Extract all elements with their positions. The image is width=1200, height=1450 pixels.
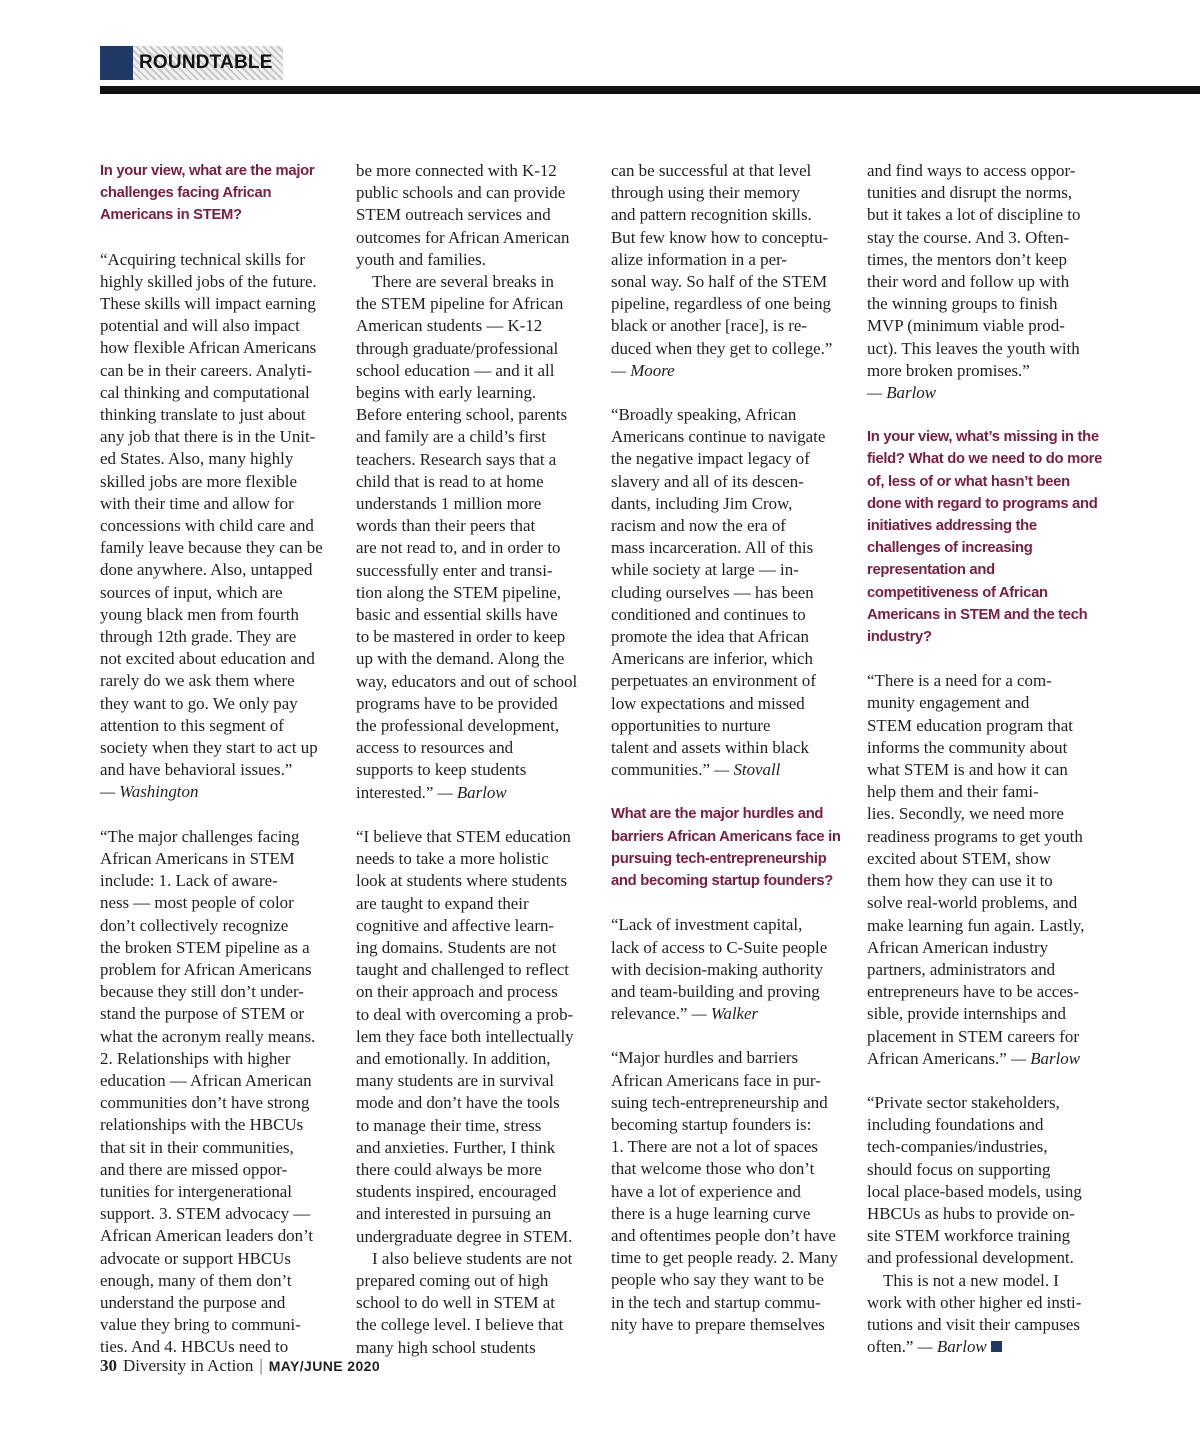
attribution: — Barlow	[437, 782, 507, 802]
end-of-article-icon	[991, 1341, 1002, 1352]
attribution: — Moore	[611, 360, 675, 380]
answer-paragraph: can be successful at that level through using their memory and pattern recognition skills. But few know how to conceptu- alize information in a per- sonal way. So half of the STEM pipeline, regardless of one being black or another [race], is re- duced when they get to college.”	[611, 161, 833, 358]
answer-text: “There is a need for a com- munity engagement and STEM education program that informs the community about what STEM is and how it can help them and their fami- lies. Secondly, we need more readiness programs to get youth excited about STEM, show them how they can use it to solve real-world problems, and make learning fun again. Lastly, African American industry partners, administrators and entrepreneurs have to be acces- sible, provide internships and placement in STEM careers for African Americans.”	[867, 671, 1085, 1068]
answer-paragraph	[867, 670, 1107, 1070]
answer-paragraph	[611, 404, 847, 781]
attribution: — Barlow	[867, 383, 936, 403]
magazine-name: Diversity in Action	[123, 1356, 254, 1375]
section-header	[100, 46, 283, 82]
question-heading: In your view, what’s missing in the field? What do we need to do more of, less of or what hasn’t been done with regard to programs and initiatives addressing the challenges of increasing representation and competitiveness of African Americans in STEM and the tech industry?	[867, 429, 1103, 646]
column-1	[100, 160, 336, 1359]
answer-paragraph: I also believe students are not prepared coming out of high school to do well in STEM at the college level. I believe that many high school students	[356, 1248, 573, 1357]
answer-text: There are several breaks in the STEM pipeline for African American students — K-12 through graduate/professional school education — and it all begins with early learning. Before entering school, parents and family are a child’s first teachers. Research says that a child that is read to at home understands 1 million more words than their peers that are not read to, and in order to successfully enter and transi- tion along the STEM pipeline, basic and essential skills have to be mastered in order to keep up with the demand. Along the way, educators and out of school programs have to be provided the professional development, access to resources and supports to keep students interested.”	[356, 272, 578, 802]
attribution: — Washington	[100, 782, 199, 802]
page-footer	[100, 1356, 380, 1376]
answer-text: “Lack of investment capital, lack of access to C-Suite people with decision-making authority and team-building and proving relevance.”	[611, 915, 828, 1024]
answer-paragraph: “The major challenges facing African Americans in STEM include: 1. Lack of aware- ness — most people of color don’t collectively recognize the broken STEM pipeline as a problem for African Americans because they still don’t under- stand the purpose of STEM or what the acronym really means. 2. Relationships with higher education — African American communities don’t have strong relationships with the HBCUs that sit in their communities, and there are missed oppor- tunities for intergenerational support. 3. STEM advocacy — African American leaders don’t advocate or support HBCUs enough, many of them don’t understand the purpose and value they bring to communi- ties. And 4. HBCUs need to	[100, 826, 316, 1357]
section-marker	[100, 46, 133, 80]
footer-separator: |	[259, 1356, 263, 1375]
column-3	[611, 160, 847, 1336]
question-heading: In your view, what are the major challenges facing African Americans in STEM?	[100, 163, 315, 224]
answer-paragraph: “Major hurdles and barriers African Americans face in pur- suing tech-entrepreneurship and becoming startup founders is: 1. There are not a lot of spaces that welcome those who don’t have a lot of experience and there is a huge learning curve and oftentimes people don’t have time to get people ready. 2. Many people who say they want to be in the tech and startup commu- nity have to prepare themselves	[611, 1048, 838, 1334]
column-2	[356, 160, 592, 1359]
answer-paragraph: and find ways to access oppor- tunities and disrupt the norms, but it takes a lot of discipline to stay the course. And 3. Often- times, the mentors don’t keep their word and follow up with the winning groups to finish MVP (minimum viable prod- uct). This leaves the youth with more broken promises.”	[867, 161, 1081, 380]
attribution: — Barlow	[1011, 1048, 1080, 1068]
answer-paragraph: be more connected with K-12 public schools and can provide STEM outreach services and outcomes for African American youth and families.	[356, 161, 570, 269]
page-number: 30	[100, 1356, 117, 1375]
issue-date: MAY/JUNE 2020	[268, 1358, 381, 1374]
question-heading: What are the major hurdles and barriers African Americans face in pursuing tech-entrepreneurship and becoming startup founders?	[611, 806, 841, 890]
answer-paragraph: “I believe that STEM education needs to take a more holistic look at students where students are taught to expand their cognitive and affective learn- ing domains. Students are not taught and challenged to reflect on their approach and process to deal with overcoming a prob- lem they face both intellectually and emotionally. In addition, many students are in survival mode and don’t have the tools to manage their time, stress and anxieties. Further, I think there could always be more students inspired, encouraged and interested in pursuing an undergraduate degree in STEM.	[356, 826, 574, 1246]
section-label: ROUNDTABLE	[133, 46, 283, 80]
answer-paragraph	[867, 1270, 1107, 1359]
answer-paragraph: “Acquiring technical skills for highly skilled jobs of the future. These skills will impact earning potential and will also impact how flexible African Americans can be in their careers. Analyti- cal thinking and computational thinking translate to just about any job that there is in the Unit- ed States. Also, many highly skilled jobs are more flexible with their time and allow for concessions with child care and family leave because they can be done anywhere. Also, untapped sources of input, which are young black men from fourth through 12th grade. They are not excited about education and rarely do we ask them where they want to go. We only pay attention to this segment of society when they start to act up and have behavioral issues.”	[100, 249, 323, 780]
attribution: — Barlow	[917, 1337, 987, 1357]
attribution: — Stovall	[714, 760, 781, 780]
attribution: — Walker	[691, 1004, 759, 1024]
answer-paragraph	[611, 914, 847, 1025]
answer-text: “Broadly speaking, African Americans continue to navigate the negative impact legacy of slavery and all of its descen- dants, including Jim Crow, racism and now the era of mass incarceration. All of this while society at large — in- cluding ourselves — has been conditioned and continues to promote the idea that African Americans are inferior, which perpetuates an environment of low expectations and missed opportunities to nurture talent and assets within black communities.”	[611, 405, 826, 780]
answer-text: This is not a new model. I work with other higher ed insti- tutions and visit their campuses often.”	[867, 1270, 1082, 1357]
answer-paragraph: “Private sector stakeholders, including foundations and tech-companies/industries, should focus on supporting local place-based models, using HBCUs as hubs to provide on- site STEM workforce training and professional development.	[867, 1092, 1082, 1268]
answer-paragraph	[356, 271, 592, 804]
header-rule	[100, 86, 1200, 94]
column-4	[867, 160, 1107, 1358]
